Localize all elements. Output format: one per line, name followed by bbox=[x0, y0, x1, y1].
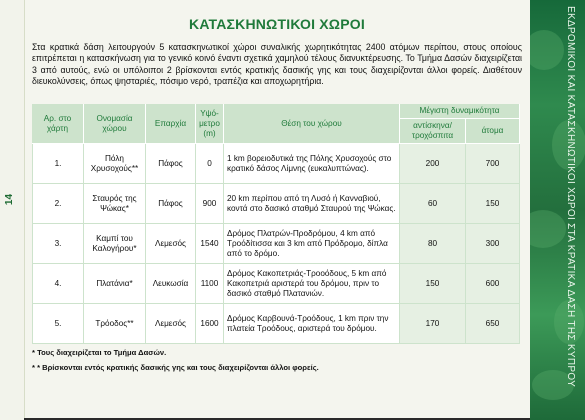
header-people: άτομα bbox=[466, 119, 520, 144]
header-altitude: Υψό-μετρο (m) bbox=[196, 104, 224, 144]
cell-location: Δρόμος Καρβουνά-Τροόδους, 1 km πριν την πλατεία Τροόδους, αριστερά του δρόμου. bbox=[224, 304, 400, 344]
cell-district: Λεμεσός bbox=[146, 224, 196, 264]
header-tents: αντίσκηνα/ τροχόσπιτα bbox=[400, 119, 466, 144]
cell-district: Πάφος bbox=[146, 184, 196, 224]
cell-people: 650 bbox=[466, 304, 520, 344]
cell-altitude: 1540 bbox=[196, 224, 224, 264]
footnote-managed-by-forestry: * Τους διαχειρίζεται το Τμήμα Δασών. bbox=[32, 348, 167, 357]
forest-photo-band bbox=[530, 0, 585, 420]
intro-paragraph: Στα κρατικά δάση λειτουργούν 5 κατασκηνωτικοί χώροι συναλικής χωρητικότητας 2400 ατόμων περίπου, στους οποίους επιτρέπεται η κατασκήνωση για το γενικό κοινό έναντι σχετικά χαμηλού τέλους διανυκτέρευσης. Το Τμήμα Δασών διαχειρίζεται 3 από αυτούς, ενώ οι υπόλοιποι 2 βρίσκονται εντός κρατικής δασικής γης και τους διαχειρίζονται άλλοι φορείς. Διαθέτουν διευκολύνσεις, όπως ψησταριές, πόσιμο νερό, τραπέζια και αποχωρητήρια. bbox=[32, 42, 522, 86]
table-row bbox=[32, 304, 520, 344]
table-row bbox=[32, 224, 520, 264]
header-district: Επαρχία bbox=[146, 104, 196, 144]
cell-tents: 80 bbox=[400, 224, 466, 264]
cell-number: 2. bbox=[32, 184, 84, 224]
foliage-shape bbox=[530, 210, 566, 248]
cell-district: Πάφος bbox=[146, 144, 196, 184]
cell-people: 600 bbox=[466, 264, 520, 304]
cell-location: Δρόμος Πλατρών-Προδρόμου, 4 km από Τροόδίτισσα και 3 km από Πρόδρομο, δίπλα από το δρόμο. bbox=[224, 224, 400, 264]
page-number: 14 bbox=[4, 193, 16, 206]
cell-location: Δρόμος Κακοπετριάς-Τροοόδους, 5 km από Κακοπετριά αριστερά του δρόμου, πριν το δασικό σταθμό Πλατανιών. bbox=[224, 264, 400, 304]
header-location: Θέση του χώρου bbox=[224, 104, 400, 144]
cell-number: 3. bbox=[32, 224, 84, 264]
table-row bbox=[32, 144, 520, 184]
header-site-name: Ονομασία χώρου bbox=[84, 104, 146, 144]
page-title: ΚΑΤΑΣΚΗΝΩΤΙΚΟΙ ΧΩΡΟΙ bbox=[189, 16, 365, 32]
cell-altitude: 1100 bbox=[196, 264, 224, 304]
cell-location: 1 km βορειοδυτικά της Πόλης Χρυσοχούς στο κρατικό δάσος Λίμνης (ευκαλυπτώνας). bbox=[224, 144, 400, 184]
cell-tents: 150 bbox=[400, 264, 466, 304]
campsites-table bbox=[32, 104, 520, 344]
cell-name: Σταυρός της Ψώκας* bbox=[84, 184, 146, 224]
footnote-other-managers: * * Βρίσκονται εντός κρατικής δασικής γης και τους διαχειρίζονται άλλοι φορείς. bbox=[32, 363, 319, 372]
cell-number: 5. bbox=[32, 304, 84, 344]
cell-people: 150 bbox=[466, 184, 520, 224]
table-row bbox=[32, 184, 520, 224]
cell-name: Πλατάνια* bbox=[84, 264, 146, 304]
cell-altitude: 0 bbox=[196, 144, 224, 184]
cell-name: Πόλη Χρυσοχούς** bbox=[84, 144, 146, 184]
cell-tents: 170 bbox=[400, 304, 466, 344]
cell-altitude: 1600 bbox=[196, 304, 224, 344]
table-row bbox=[32, 264, 520, 304]
cell-tents: 200 bbox=[400, 144, 466, 184]
cell-people: 700 bbox=[466, 144, 520, 184]
side-band-title: ΕΚΔΡΟΜΙΚΟΙ ΚΑΙ ΚΑΤΑΣΚΗΝΩΤΙΚΟΙ ΧΩΡΟΙ ΣΤΑ ΚΡΑΤΙΚΑ ΔΑΣΗ ΤΗΣ ΚΥΠΡΟΥ bbox=[565, 6, 576, 388]
page-content bbox=[30, 0, 524, 420]
cell-tents: 60 bbox=[400, 184, 466, 224]
cell-altitude: 900 bbox=[196, 184, 224, 224]
header-max-capacity: Μέγιστη δυναμικότητα bbox=[400, 104, 520, 119]
cell-number: 1. bbox=[32, 144, 84, 184]
cell-people: 300 bbox=[466, 224, 520, 264]
header-map-number: Αρ. στο χάρτη bbox=[32, 104, 84, 144]
left-margin-strip bbox=[0, 0, 25, 420]
cell-location: 20 km περίπου από τη Λυσό ή Κανναβιού, κοντά στο δασικό σταθμό Σταυρού της Ψώκας. bbox=[224, 184, 400, 224]
foliage-shape bbox=[530, 30, 564, 70]
cell-name: Τρόοδος** bbox=[84, 304, 146, 344]
cell-name: Καμπί του Καλογήρου* bbox=[84, 224, 146, 264]
cell-district: Λεμεσός bbox=[146, 304, 196, 344]
cell-number: 4. bbox=[32, 264, 84, 304]
cell-district: Λευκωσία bbox=[146, 264, 196, 304]
